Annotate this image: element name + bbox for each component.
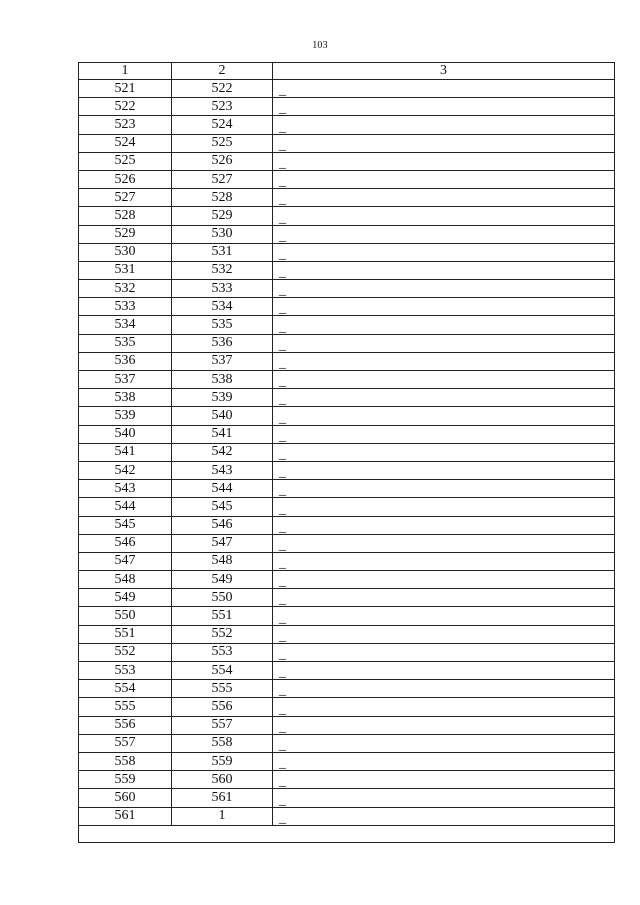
cell-col-2: 542 (172, 443, 273, 461)
cell-col-2: 550 (172, 589, 273, 607)
cell-col-1: 543 (79, 480, 172, 498)
cell-col-1: 533 (79, 298, 172, 316)
cell-col-1: 557 (79, 734, 172, 752)
cell-col-2: 547 (172, 534, 273, 552)
cell-col-2: 1 (172, 807, 273, 825)
table-row (79, 534, 615, 552)
cell-col-2: 527 (172, 170, 273, 188)
table-row (79, 407, 615, 425)
cell-col-1: 524 (79, 134, 172, 152)
cell-col-3: _ (273, 716, 615, 734)
table-row (79, 116, 615, 134)
table-row (79, 316, 615, 334)
table-row (79, 771, 615, 789)
cell-col-2: 552 (172, 625, 273, 643)
cell-col-2: 528 (172, 189, 273, 207)
table-row (79, 170, 615, 188)
cell-col-3: _ (273, 207, 615, 225)
cell-col-3: _ (273, 789, 615, 807)
cell-col-3: _ (273, 534, 615, 552)
cell-col-1: 553 (79, 662, 172, 680)
cell-col-2: 548 (172, 552, 273, 570)
cell-col-2: 556 (172, 698, 273, 716)
table-row (79, 643, 615, 661)
cell-col-2: 546 (172, 516, 273, 534)
data-table (78, 62, 615, 843)
table-body (79, 80, 615, 843)
cell-col-3: _ (273, 280, 615, 298)
cell-col-1: 535 (79, 334, 172, 352)
cell-col-1: 544 (79, 498, 172, 516)
cell-col-3: _ (273, 389, 615, 407)
table-row (79, 698, 615, 716)
cell-col-2: 534 (172, 298, 273, 316)
cell-col-1: 542 (79, 461, 172, 479)
cell-col-1: 530 (79, 243, 172, 261)
cell-col-2: 559 (172, 752, 273, 770)
cell-col-1: 548 (79, 571, 172, 589)
table-row (79, 98, 615, 116)
cell-col-2: 560 (172, 771, 273, 789)
cell-col-3: _ (273, 98, 615, 116)
table-row (79, 371, 615, 389)
cell-col-3: _ (273, 552, 615, 570)
cell-col-1: 528 (79, 207, 172, 225)
cell-col-2: 549 (172, 571, 273, 589)
cell-col-3: _ (273, 680, 615, 698)
table-row (79, 716, 615, 734)
cell-col-3: _ (273, 752, 615, 770)
table-row (79, 352, 615, 370)
table-row (79, 498, 615, 516)
cell-col-3: _ (273, 443, 615, 461)
table-row (79, 625, 615, 643)
cell-col-3: _ (273, 407, 615, 425)
cell-col-3: _ (273, 334, 615, 352)
cell-col-1: 561 (79, 807, 172, 825)
cell-col-2: 526 (172, 152, 273, 170)
cell-col-1: 545 (79, 516, 172, 534)
cell-col-2: 555 (172, 680, 273, 698)
cell-col-1: 521 (79, 80, 172, 98)
cell-col-3: _ (273, 498, 615, 516)
cell-col-2: 535 (172, 316, 273, 334)
cell-col-2: 553 (172, 643, 273, 661)
cell-col-1: 541 (79, 443, 172, 461)
cell-col-3: _ (273, 571, 615, 589)
cell-col-1: 536 (79, 352, 172, 370)
table-row (79, 280, 615, 298)
table-row (79, 789, 615, 807)
cell-col-3: _ (273, 461, 615, 479)
cell-col-1: 531 (79, 261, 172, 279)
column-header-2: 2 (172, 63, 273, 80)
cell-col-3: _ (273, 261, 615, 279)
table-row (79, 334, 615, 352)
table-row (79, 734, 615, 752)
header-row (79, 63, 615, 80)
table-row (79, 752, 615, 770)
table-row (79, 207, 615, 225)
cell-col-1: 537 (79, 371, 172, 389)
cell-col-2: 558 (172, 734, 273, 752)
cell-col-1: 532 (79, 280, 172, 298)
cell-col-2: 540 (172, 407, 273, 425)
page-number: 103 (312, 40, 328, 51)
table-row (79, 461, 615, 479)
column-header-3: 3 (273, 63, 615, 80)
table-row (79, 152, 615, 170)
cell-col-2: 543 (172, 461, 273, 479)
cell-col-3: _ (273, 152, 615, 170)
cell-col-1: 549 (79, 589, 172, 607)
table-row (79, 571, 615, 589)
cell-col-1: 554 (79, 680, 172, 698)
table-row (79, 261, 615, 279)
column-header-1: 1 (79, 63, 172, 80)
cell-col-2: 531 (172, 243, 273, 261)
table-row (79, 480, 615, 498)
table-header (79, 63, 615, 80)
table-row (79, 80, 615, 98)
cell-col-2: 544 (172, 480, 273, 498)
cell-col-3: _ (273, 189, 615, 207)
cell-col-1: 526 (79, 170, 172, 188)
cell-col-3: _ (273, 225, 615, 243)
cell-col-3: _ (273, 516, 615, 534)
table-row (79, 662, 615, 680)
cell-col-1: 552 (79, 643, 172, 661)
cell-col-2: 557 (172, 716, 273, 734)
cell-col-3: _ (273, 807, 615, 825)
cell-col-3: _ (273, 425, 615, 443)
cell-col-1: 540 (79, 425, 172, 443)
cell-col-2: 551 (172, 607, 273, 625)
cell-col-3: _ (273, 643, 615, 661)
cell-col-1: 551 (79, 625, 172, 643)
cell-col-1: 550 (79, 607, 172, 625)
cell-col-1: 539 (79, 407, 172, 425)
cell-col-2: 523 (172, 98, 273, 116)
cell-col-2: 529 (172, 207, 273, 225)
cell-col-1: 525 (79, 152, 172, 170)
cell-col-1: 523 (79, 116, 172, 134)
table-empty-row (79, 825, 615, 842)
cell-col-1: 560 (79, 789, 172, 807)
cell-col-1: 538 (79, 389, 172, 407)
cell-col-3: _ (273, 80, 615, 98)
cell-col-3: _ (273, 589, 615, 607)
cell-col-3: _ (273, 298, 615, 316)
table-row (79, 589, 615, 607)
table-row (79, 189, 615, 207)
cell-col-1: 527 (79, 189, 172, 207)
cell-col-3: _ (273, 625, 615, 643)
cell-col-2: 525 (172, 134, 273, 152)
table-row (79, 389, 615, 407)
cell-col-2: 524 (172, 116, 273, 134)
cell-col-2: 539 (172, 389, 273, 407)
cell-col-2: 538 (172, 371, 273, 389)
table-row (79, 807, 615, 825)
cell-col-2: 533 (172, 280, 273, 298)
table-row (79, 552, 615, 570)
cell-col-2: 545 (172, 498, 273, 516)
cell-col-1: 534 (79, 316, 172, 334)
cell-col-2: 537 (172, 352, 273, 370)
table-row (79, 134, 615, 152)
cell-col-2: 522 (172, 80, 273, 98)
cell-col-3: _ (273, 662, 615, 680)
table-row (79, 680, 615, 698)
empty-cell (79, 825, 615, 842)
cell-col-1: 546 (79, 534, 172, 552)
table-row (79, 443, 615, 461)
cell-col-2: 554 (172, 662, 273, 680)
table-row (79, 516, 615, 534)
cell-col-3: _ (273, 734, 615, 752)
cell-col-3: _ (273, 480, 615, 498)
table-row (79, 425, 615, 443)
cell-col-3: _ (273, 607, 615, 625)
cell-col-1: 558 (79, 752, 172, 770)
cell-col-1: 547 (79, 552, 172, 570)
cell-col-3: _ (273, 352, 615, 370)
cell-col-3: _ (273, 116, 615, 134)
table-row (79, 607, 615, 625)
cell-col-3: _ (273, 134, 615, 152)
cell-col-2: 536 (172, 334, 273, 352)
cell-col-3: _ (273, 316, 615, 334)
cell-col-1: 559 (79, 771, 172, 789)
cell-col-1: 555 (79, 698, 172, 716)
cell-col-1: 522 (79, 98, 172, 116)
cell-col-3: _ (273, 371, 615, 389)
table-row (79, 225, 615, 243)
cell-col-2: 530 (172, 225, 273, 243)
cell-col-1: 529 (79, 225, 172, 243)
cell-col-3: _ (273, 243, 615, 261)
table-row (79, 298, 615, 316)
cell-col-3: _ (273, 170, 615, 188)
cell-col-1: 556 (79, 716, 172, 734)
cell-col-3: _ (273, 698, 615, 716)
cell-col-3: _ (273, 771, 615, 789)
cell-col-2: 561 (172, 789, 273, 807)
cell-col-2: 541 (172, 425, 273, 443)
cell-col-2: 532 (172, 261, 273, 279)
table-row (79, 243, 615, 261)
